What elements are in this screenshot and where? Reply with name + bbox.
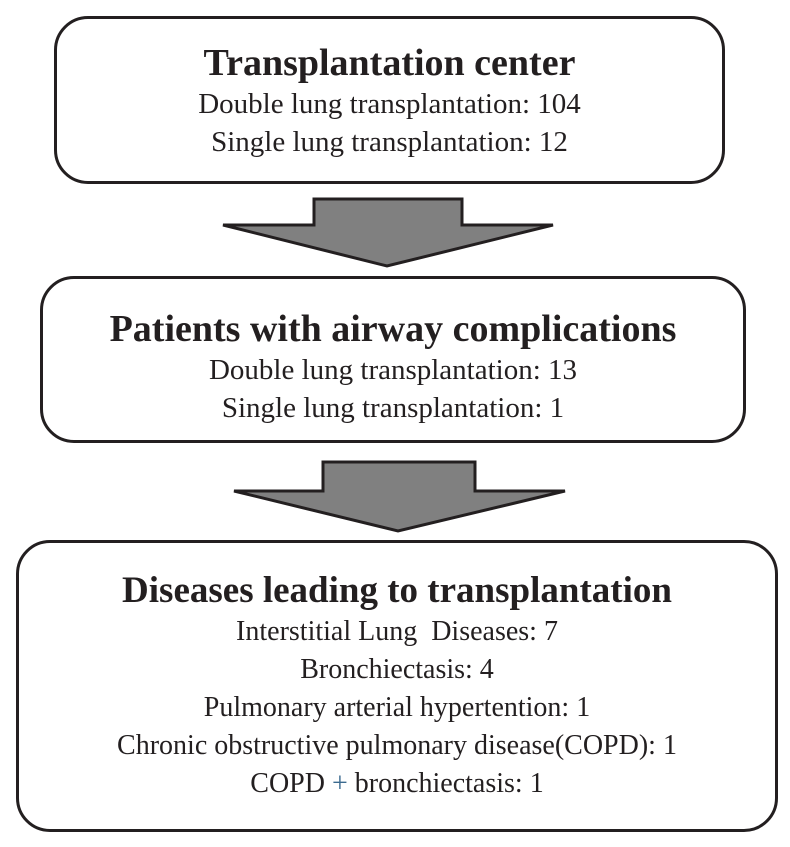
disease-copd-bronchiectasis [19,765,775,803]
disease-ild: Interstitial Lung Diseases: 7 [236,616,558,647]
line-part: COPD [250,768,332,799]
line-part: bronchiectasis: 1 [347,768,544,799]
box-title: Transplantation center [203,42,576,84]
plus-sign: + [331,768,348,799]
down-arrow-1 [0,196,790,286]
double-lung-count: Double lung transplantation: 104 [198,88,581,120]
transplantation-center-box [54,16,725,184]
disease-pah: Pulmonary arterial hypertention: 1 [203,692,591,723]
disease-copd: Chronic obstructive pulmonary disease(COPD): 1 [117,730,677,761]
down-arrow-2 [0,459,790,549]
airway-complications-box [40,276,746,443]
double-lung-count: Double lung transplantation: 13 [208,354,578,386]
single-lung-count: Single lung transplantation: 12 [211,126,568,158]
single-lung-count: Single lung transplantation: 1 [221,392,565,424]
disease-bronchiectasis: Bronchiectasis: 4 [300,654,494,685]
diseases-box [16,540,778,832]
box-title: Patients with airway complications [109,308,677,350]
box-title: Diseases leading to transplantation [122,570,672,611]
